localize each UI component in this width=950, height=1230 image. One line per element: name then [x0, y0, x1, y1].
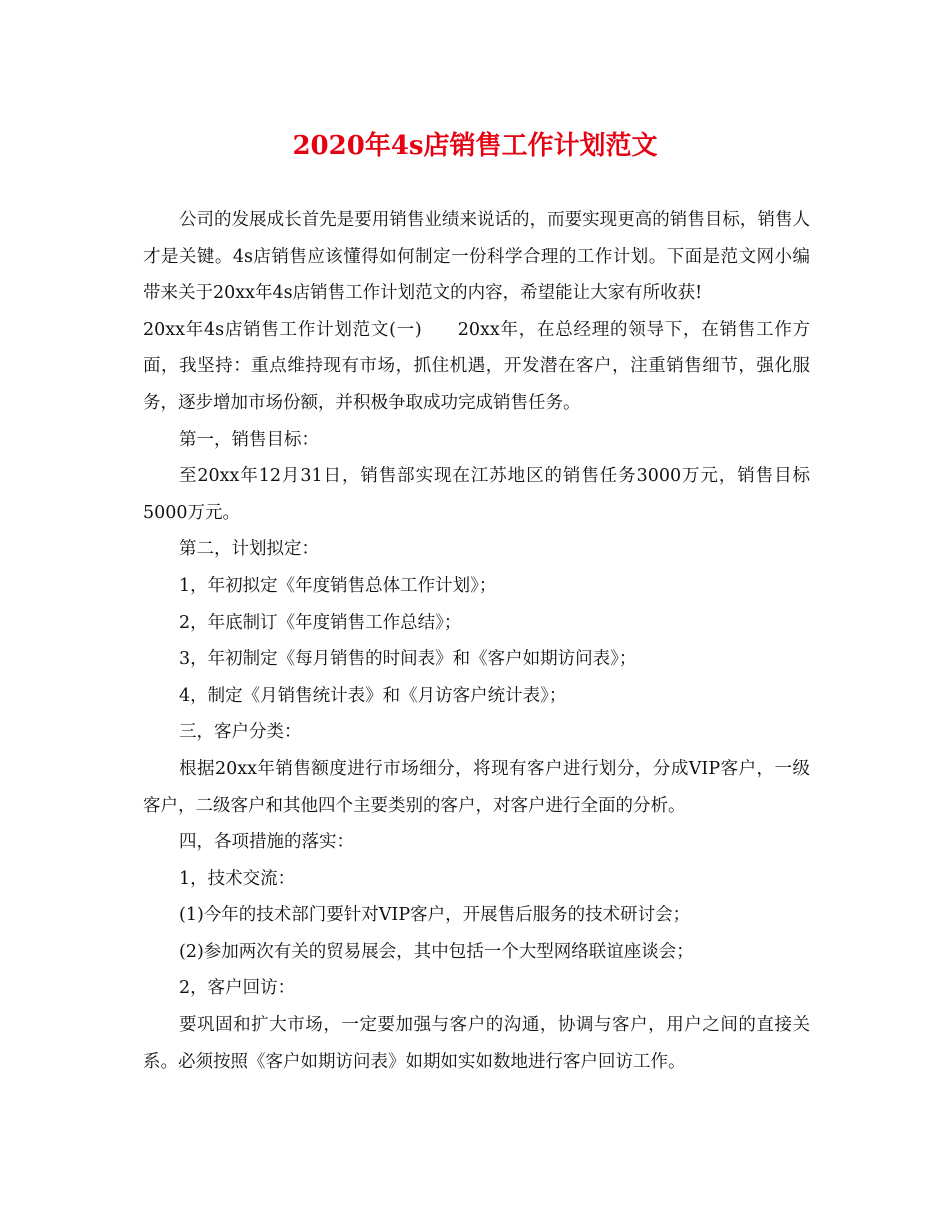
item-plan-3: 3，年初制定《每月销售的时间表》和《客户如期访问表》；	[179, 649, 637, 670]
item-tech-exchange: 1，技术交流：	[179, 868, 296, 889]
item-measures-heading: 四，各项措施的落实：	[179, 832, 354, 853]
item-plan-heading: 第二，计划拟定：	[179, 539, 319, 560]
section-paragraph	[143, 312, 810, 422]
item-sales-target-heading: 第一，销售目标：	[179, 429, 319, 450]
item-sales-target-text: 至20xx年12月31日，销售部实现在江苏地区的销售任务3000万元，销售目标5000万元。	[143, 466, 810, 523]
intro-paragraph: 公司的发展成长首先是要用销售业绩来说话的，而要实现更高的销售目标，销售人才是关键。4s店销售应该懂得如何制定一份科学合理的工作计划。下面是范文网小编带来关于20xx年4s店销售工作计划范文的内容，希望能让大家有所收获!	[143, 210, 810, 304]
document-title: 2020年4s店销售工作计划范文	[292, 131, 658, 161]
item-tech-exchange-2: (2)参加两次有关的贸易展会，其中包括一个大型网络联谊座谈会；	[179, 941, 694, 962]
document-body	[143, 202, 810, 1080]
item-customer-visit-text: 要巩固和扩大市场，一定要加强与客户的沟通，协调与客户，用户之间的直接关系。必须按照《客户如期访问表》如期如实如数地进行客户回访工作。	[143, 1015, 810, 1072]
item-tech-exchange-1: (1)今年的技术部门要针对VIP客户，开展售后服务的技术研讨会；	[179, 905, 691, 926]
item-customer-visit: 2，客户回访：	[179, 978, 296, 999]
item-customer-heading: 三，客户分类：	[179, 722, 302, 743]
section-heading: 20xx年4s店销售工作计划范文(一)	[143, 319, 422, 340]
item-plan-4: 4，制定《月销售统计表》和《月访客户统计表》；	[179, 685, 567, 706]
item-plan-1: 1，年初拟定《年度销售总体工作计划》；	[179, 575, 497, 596]
item-plan-2: 2，年底制订《年度销售工作总结》；	[179, 612, 462, 633]
item-customer-text: 根据20xx年销售额度进行市场细分，将现有客户进行划分，分成VIP客户，一级客户，二级客户和其他四个主要类别的客户，对客户进行全面的分析。	[143, 758, 810, 816]
section-intro: 20xx年，在总经理的领导下，在销售工作方面，我坚持：重点维持现有市场，抓住机遇，开发潜在客户，注重销售细节，强化服务，逐步增加市场份额，并积极争取成功完成销售任务。	[143, 319, 810, 413]
